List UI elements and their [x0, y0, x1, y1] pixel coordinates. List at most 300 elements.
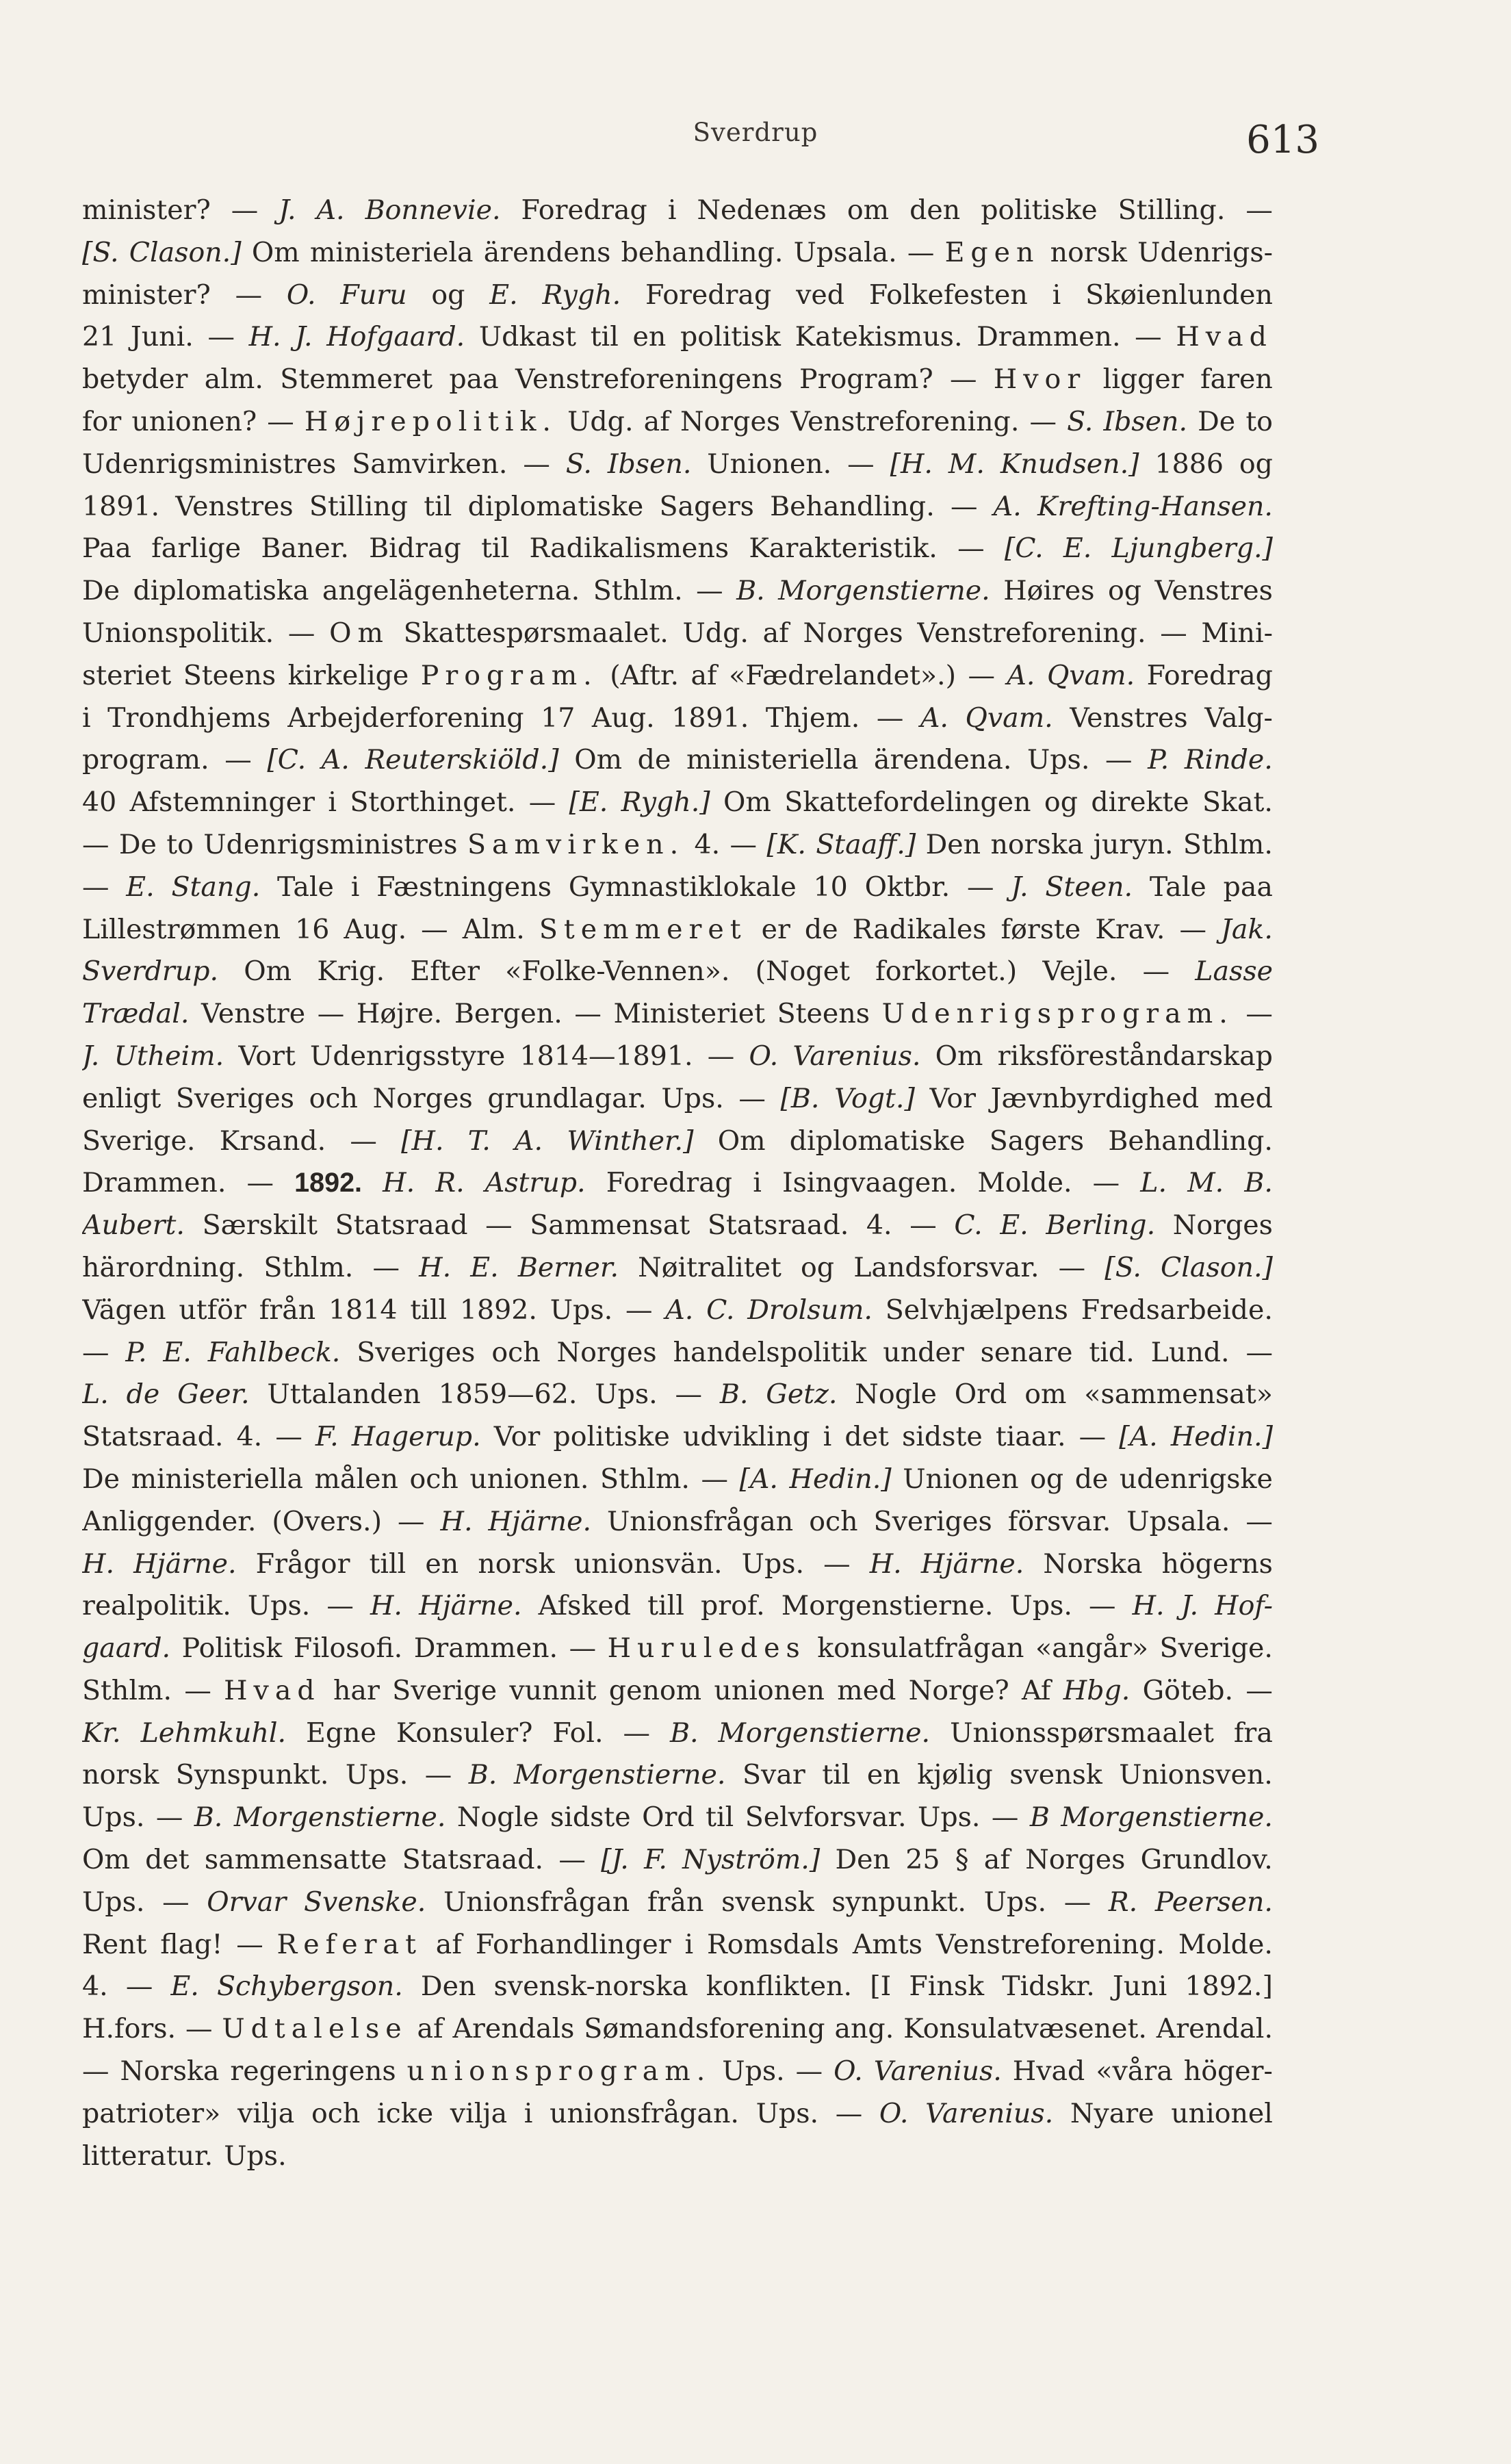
- word: Steens: [183, 659, 276, 691]
- word: Morgenstierne.: [718, 1717, 931, 1749]
- word: Norska: [120, 2055, 220, 2088]
- word: Unionsspørsmaalet: [950, 1717, 1214, 1749]
- word: litteratur.: [82, 2140, 214, 2172]
- word: —: [1058, 1251, 1086, 1283]
- word: 4.: [866, 1209, 892, 1242]
- word: Sthlm.: [593, 575, 683, 607]
- word: Fæstningens: [376, 871, 552, 903]
- word: Varenius.: [873, 2055, 1002, 2088]
- word: —: [1245, 194, 1273, 226]
- word: Varenius.: [792, 1040, 921, 1072]
- word: B: [1029, 1801, 1050, 1834]
- word: Om: [717, 1125, 766, 1157]
- word: Om: [723, 786, 771, 819]
- word: Landsforsvar.: [853, 1251, 1039, 1283]
- word: —: [424, 1759, 452, 1791]
- text-line: [82, 1463, 1273, 1506]
- word: 1892.: [294, 1168, 363, 1198]
- word: —: [729, 828, 758, 860]
- word: [K.: [766, 828, 806, 860]
- word: A.: [515, 1125, 543, 1157]
- word: Sverige.: [82, 1125, 196, 1157]
- word: Alm.: [462, 913, 525, 945]
- word: Svenske.: [303, 1886, 426, 1918]
- word: flag!: [160, 1928, 223, 1960]
- word: —: [795, 2055, 823, 2088]
- word: Juni.: [130, 321, 194, 353]
- word: Ord: [642, 1801, 695, 1834]
- text-line: [82, 532, 1273, 575]
- word: Vejle.: [1042, 955, 1118, 988]
- word: H.fors.: [82, 2013, 177, 2045]
- word: —: [876, 702, 904, 734]
- word: Peersen.: [1154, 1886, 1273, 1918]
- word: Skøienlunden: [1085, 279, 1273, 311]
- word: till: [410, 1294, 448, 1326]
- word: i: [328, 786, 337, 819]
- word: E.: [1063, 532, 1092, 565]
- word: —: [523, 448, 550, 480]
- word: —: [1135, 321, 1162, 353]
- word: Ord: [954, 1378, 1007, 1411]
- word: Radikalismens: [529, 532, 729, 565]
- word: og: [800, 1251, 835, 1283]
- word: direkte: [1091, 786, 1189, 819]
- word: R.: [1108, 1886, 1138, 1918]
- text-line: [82, 914, 1273, 956]
- word: —: [574, 998, 602, 1030]
- word: Geer.: [177, 1378, 250, 1411]
- word: minister?: [82, 194, 211, 226]
- word: —: [246, 1167, 274, 1199]
- word: Folkefesten: [868, 279, 1028, 311]
- word: Drolsum.: [747, 1294, 873, 1326]
- word: udenrigske: [1119, 1463, 1273, 1495]
- word: 1892.]: [1185, 1971, 1273, 2003]
- word: Statsraad.: [707, 1209, 849, 1242]
- word: —: [991, 1801, 1019, 1834]
- word: Vogt.]: [834, 1082, 915, 1114]
- word: Karakteristik.: [749, 532, 938, 565]
- word: Ministeriet: [613, 998, 765, 1030]
- word: Morgenstierne.: [778, 575, 990, 607]
- word: svensk: [721, 1886, 814, 1918]
- word: 4.: [236, 1421, 263, 1453]
- word: 40: [82, 786, 117, 819]
- word: Sveriges: [175, 1082, 295, 1114]
- word: «angår»: [1035, 1632, 1149, 1665]
- text-line: [82, 363, 1273, 406]
- word: Statsraad.: [402, 1844, 544, 1876]
- word: handelspolitik: [673, 1336, 867, 1368]
- word: alm.: [204, 363, 263, 396]
- word: senare: [980, 1336, 1073, 1368]
- word: —: [950, 490, 978, 522]
- word: Stemmeret: [539, 913, 747, 945]
- word: diplomatiska: [133, 575, 309, 607]
- text-line: [82, 237, 1273, 279]
- word: A.: [993, 490, 1022, 522]
- word: Rygh.]: [621, 786, 710, 819]
- word: politiske: [981, 194, 1098, 226]
- word: L.: [82, 1378, 109, 1411]
- word: Filosofi.: [293, 1632, 403, 1665]
- word: Venstres: [175, 490, 294, 522]
- word: Skattespørsmaalet.: [403, 617, 669, 649]
- word: Baner.: [261, 532, 349, 565]
- word: Sthlm.: [599, 1463, 690, 1495]
- text-line: [82, 744, 1273, 786]
- word: Hvad: [1176, 321, 1273, 353]
- word: R.: [435, 1167, 465, 1199]
- word: Program.: [420, 659, 598, 691]
- word: juryn.: [1093, 828, 1174, 860]
- word: Arbejderforening: [287, 702, 524, 734]
- word: icke: [377, 2097, 434, 2129]
- text-line: [82, 1378, 1273, 1421]
- word: «sammensat»: [1084, 1378, 1273, 1411]
- word: gaard.: [82, 1632, 171, 1665]
- word: Aubert.: [82, 1209, 185, 1242]
- word: Schybergson.: [216, 1971, 403, 2003]
- word: J.: [82, 1040, 100, 1072]
- word: Berner.: [517, 1251, 619, 1283]
- word: härordning.: [82, 1251, 245, 1283]
- word: —: [623, 1717, 650, 1749]
- word: [C.: [267, 744, 307, 776]
- word: A.: [1007, 659, 1035, 691]
- text-line: [82, 1040, 1273, 1083]
- word: Steen.: [1045, 871, 1133, 903]
- word: B.: [194, 1801, 223, 1834]
- word: L.: [1140, 1167, 1167, 1199]
- word: og: [1239, 448, 1273, 480]
- word: en: [866, 1759, 901, 1791]
- word: Varenius.: [925, 2097, 1054, 2129]
- word: [H.: [401, 1125, 444, 1157]
- text-line: [82, 1717, 1273, 1760]
- text-line: [82, 871, 1273, 914]
- word: Om: [251, 236, 300, 268]
- text-line: [82, 575, 1273, 617]
- word: Paa: [82, 532, 131, 565]
- word: 1859—62.: [438, 1378, 578, 1411]
- word: Isingvaagen.: [782, 1167, 957, 1199]
- word: Ups.: [918, 1801, 981, 1834]
- text-line: [82, 1209, 1273, 1252]
- word: diplomatiske: [467, 490, 644, 522]
- word: H.: [869, 1548, 902, 1580]
- word: Lillestrømmen: [82, 913, 281, 945]
- word: —: [125, 1971, 153, 2003]
- word: Om: [935, 1040, 983, 1072]
- word: C.: [954, 1209, 983, 1242]
- word: Referat: [276, 1928, 422, 1960]
- word: Unionsfrågan: [607, 1505, 794, 1537]
- word: politiske: [553, 1421, 670, 1453]
- word: —: [236, 1928, 263, 1960]
- word: sammensatte: [204, 1844, 387, 1876]
- word: de: [804, 913, 838, 945]
- word: Udenrigs-: [1137, 236, 1273, 268]
- text-line: [82, 1252, 1273, 1294]
- word: unionsfrågan.: [550, 2097, 739, 2129]
- word: «Fædrelandet».): [729, 659, 956, 691]
- word: Staaff.]: [816, 828, 916, 860]
- word: Ups.: [345, 1759, 409, 1791]
- text-line: [82, 998, 1273, 1040]
- word: Ups.: [550, 1294, 613, 1326]
- word: Samvirken.: [467, 828, 685, 860]
- word: Høires: [1003, 575, 1095, 607]
- word: to: [1245, 405, 1273, 437]
- word: Trondhjems: [107, 702, 271, 734]
- word: J.: [295, 321, 313, 353]
- word: —: [949, 363, 977, 396]
- word: Norges: [803, 617, 903, 649]
- word: —: [1245, 1674, 1273, 1706]
- word: den: [909, 194, 961, 226]
- word: vilja: [450, 2097, 508, 2129]
- word: [S.: [82, 236, 119, 268]
- word: (Noget: [755, 955, 850, 988]
- word: riksföreståndarskap: [997, 1040, 1273, 1072]
- word: —: [1029, 405, 1057, 437]
- word: —: [372, 1251, 400, 1283]
- word: Om: [329, 617, 389, 649]
- word: i: [524, 2097, 533, 2129]
- word: och: [311, 2097, 361, 2129]
- word: Morgenstierne.: [1061, 1801, 1273, 1834]
- word: af: [762, 617, 789, 649]
- word: norsk: [478, 1548, 555, 1580]
- word: Trædal.: [82, 998, 190, 1030]
- word: Stang.: [171, 871, 261, 903]
- word: vunnit: [509, 1674, 597, 1706]
- word: Den: [835, 1844, 890, 1876]
- word: «våra: [1096, 2055, 1173, 2088]
- word: A.: [316, 194, 345, 226]
- word: Nøitralitet: [638, 1251, 782, 1283]
- word: 1892.: [459, 1294, 537, 1326]
- word: Af: [1022, 1674, 1051, 1706]
- word: —: [1179, 913, 1206, 945]
- word: E.: [470, 1251, 499, 1283]
- word: Venstres: [1070, 702, 1188, 734]
- running-head: Sverdrup: [693, 118, 818, 147]
- word: De: [1198, 405, 1236, 437]
- word: Krsand.: [219, 1125, 326, 1157]
- word: —: [907, 236, 935, 268]
- word: [S.: [1105, 1251, 1141, 1283]
- word: Den: [925, 828, 981, 860]
- word: Konsulatvæsenet.: [903, 2013, 1147, 2045]
- word: Nogle: [855, 1378, 937, 1411]
- word: —: [1245, 998, 1273, 1030]
- text-line: [82, 406, 1273, 448]
- word: Unionspolitik.: [82, 617, 274, 649]
- word: Fredsarbeide.: [1081, 1294, 1273, 1326]
- word: Hof-: [1215, 1590, 1273, 1622]
- word: Den: [420, 1971, 476, 2003]
- word: til: [822, 1759, 851, 1791]
- word: Molde.: [1178, 1928, 1273, 1960]
- word: unionen.: [469, 1463, 589, 1495]
- word: Ljungberg.]: [1111, 532, 1273, 565]
- word: Stemmeret: [280, 363, 432, 396]
- word: Skat.: [1202, 786, 1273, 819]
- word: kirkelige: [287, 659, 409, 691]
- word: Ups.: [595, 1378, 658, 1411]
- word: kjølig: [917, 1759, 993, 1791]
- text-line: [82, 617, 1273, 660]
- word: 1886: [1154, 448, 1224, 480]
- word: —: [224, 744, 252, 776]
- word: —: [231, 194, 259, 226]
- word: —: [485, 1209, 513, 1242]
- word: M.: [1187, 1167, 1224, 1199]
- word: Jak.: [1221, 913, 1273, 945]
- word: Efter: [410, 955, 480, 988]
- word: Udkast: [478, 321, 577, 353]
- word: —: [1245, 1336, 1273, 1368]
- word: försvar.: [1007, 1505, 1111, 1537]
- word: J.: [279, 194, 296, 226]
- word: E.: [163, 1336, 192, 1368]
- word: fra: [1233, 1717, 1273, 1749]
- word: (Overs.): [272, 1505, 382, 1537]
- word: en: [632, 321, 667, 353]
- word: Morgenstierne.: [513, 1759, 726, 1791]
- word: Sverige: [392, 1674, 498, 1706]
- word: i: [823, 1421, 832, 1453]
- word: Norges: [556, 1336, 657, 1368]
- word: —: [968, 659, 995, 691]
- word: De: [118, 828, 157, 860]
- word: Udenrigsministres: [203, 828, 458, 860]
- text-line: [82, 1421, 1273, 1463]
- word: Thjem.: [765, 702, 860, 734]
- word: Bonnevie.: [365, 194, 501, 226]
- bibliography-text: [82, 194, 1273, 2182]
- text-line: [82, 1801, 1273, 1844]
- word: betyder: [82, 363, 188, 396]
- word: [C.: [1004, 532, 1044, 565]
- word: Norges: [372, 1082, 473, 1114]
- text-line: [82, 786, 1273, 829]
- word: Astrup.: [485, 1167, 586, 1199]
- word: og: [431, 279, 465, 311]
- word: unionen?: [131, 405, 257, 437]
- word: ministeriela: [309, 236, 474, 268]
- word: från: [647, 1886, 704, 1918]
- text-line: [82, 1971, 1273, 2013]
- word: E.: [489, 279, 518, 311]
- word: Ups.: [82, 1801, 145, 1834]
- word: om: [1024, 1378, 1067, 1411]
- word: —: [847, 448, 875, 480]
- word: Rinde.: [1184, 744, 1273, 776]
- word: af: [643, 405, 670, 437]
- word: —: [707, 1040, 735, 1072]
- text-line: [82, 1337, 1273, 1379]
- word: [I: [870, 1971, 892, 2003]
- word: till: [369, 1548, 406, 1580]
- word: Nogle: [456, 1801, 539, 1834]
- word: Sagers: [659, 490, 754, 522]
- word: Bidrag: [369, 532, 461, 565]
- word: Rent: [82, 1928, 147, 1960]
- word: sidste: [550, 1801, 631, 1834]
- word: Ibsen.: [607, 448, 692, 480]
- word: Drammen.: [977, 321, 1121, 353]
- word: genom: [608, 1674, 702, 1706]
- word: realpolitik.: [82, 1590, 231, 1622]
- word: i: [684, 1928, 694, 1960]
- text-line: [82, 829, 1273, 871]
- word: utför: [179, 1294, 246, 1326]
- word: H.: [248, 321, 281, 353]
- word: Ibsen.: [1103, 405, 1188, 437]
- word: Aug.: [344, 913, 407, 945]
- word: behandling.: [621, 236, 784, 268]
- word: Hjärne.: [920, 1548, 1024, 1580]
- word: —: [558, 1844, 586, 1876]
- word: i: [82, 702, 91, 734]
- text-line: [82, 1844, 1273, 1886]
- word: Hofgaard.: [326, 321, 465, 353]
- word: Ups.: [1026, 744, 1090, 776]
- word: Arendals: [452, 2013, 575, 2045]
- word: Frågor: [255, 1548, 350, 1580]
- word: svensk: [1009, 1759, 1102, 1791]
- word: —: [184, 1674, 211, 1706]
- word: Behandling.: [1108, 1125, 1273, 1157]
- word: Ups.: [247, 1590, 311, 1622]
- word: —: [1142, 955, 1170, 988]
- word: Om: [82, 1844, 130, 1876]
- word: A.: [665, 1294, 694, 1326]
- word: Lasse: [1195, 955, 1273, 988]
- word: Nyare: [1070, 2097, 1154, 2129]
- word: Afsked: [538, 1590, 631, 1622]
- word: Upsala.: [793, 236, 897, 268]
- word: konflikten.: [706, 1971, 853, 2003]
- word: vilja: [237, 2097, 295, 2129]
- word: B.: [719, 1378, 749, 1411]
- word: Hvad: [1012, 2055, 1085, 2088]
- word: Venstreforening.: [917, 617, 1146, 649]
- word: til: [706, 1801, 734, 1834]
- word: 1891.: [82, 490, 160, 522]
- word: P.: [125, 1336, 147, 1368]
- word: (Aftr.: [610, 659, 680, 691]
- word: Tale: [1149, 871, 1206, 903]
- word: til: [481, 532, 510, 565]
- word: Hbg.: [1063, 1674, 1131, 1706]
- word: —: [1105, 744, 1133, 776]
- word: —: [738, 1082, 766, 1114]
- word: Særskilt: [202, 1209, 318, 1242]
- word: om: [847, 194, 890, 226]
- word: Lehmkuhl.: [140, 1717, 287, 1749]
- word: A.: [920, 702, 948, 734]
- word: Forhandlinger: [475, 1928, 671, 1960]
- word: Unionen.: [707, 448, 832, 480]
- word: B.: [669, 1717, 699, 1749]
- text-line: [82, 1548, 1273, 1591]
- word: Konsuler?: [396, 1717, 533, 1749]
